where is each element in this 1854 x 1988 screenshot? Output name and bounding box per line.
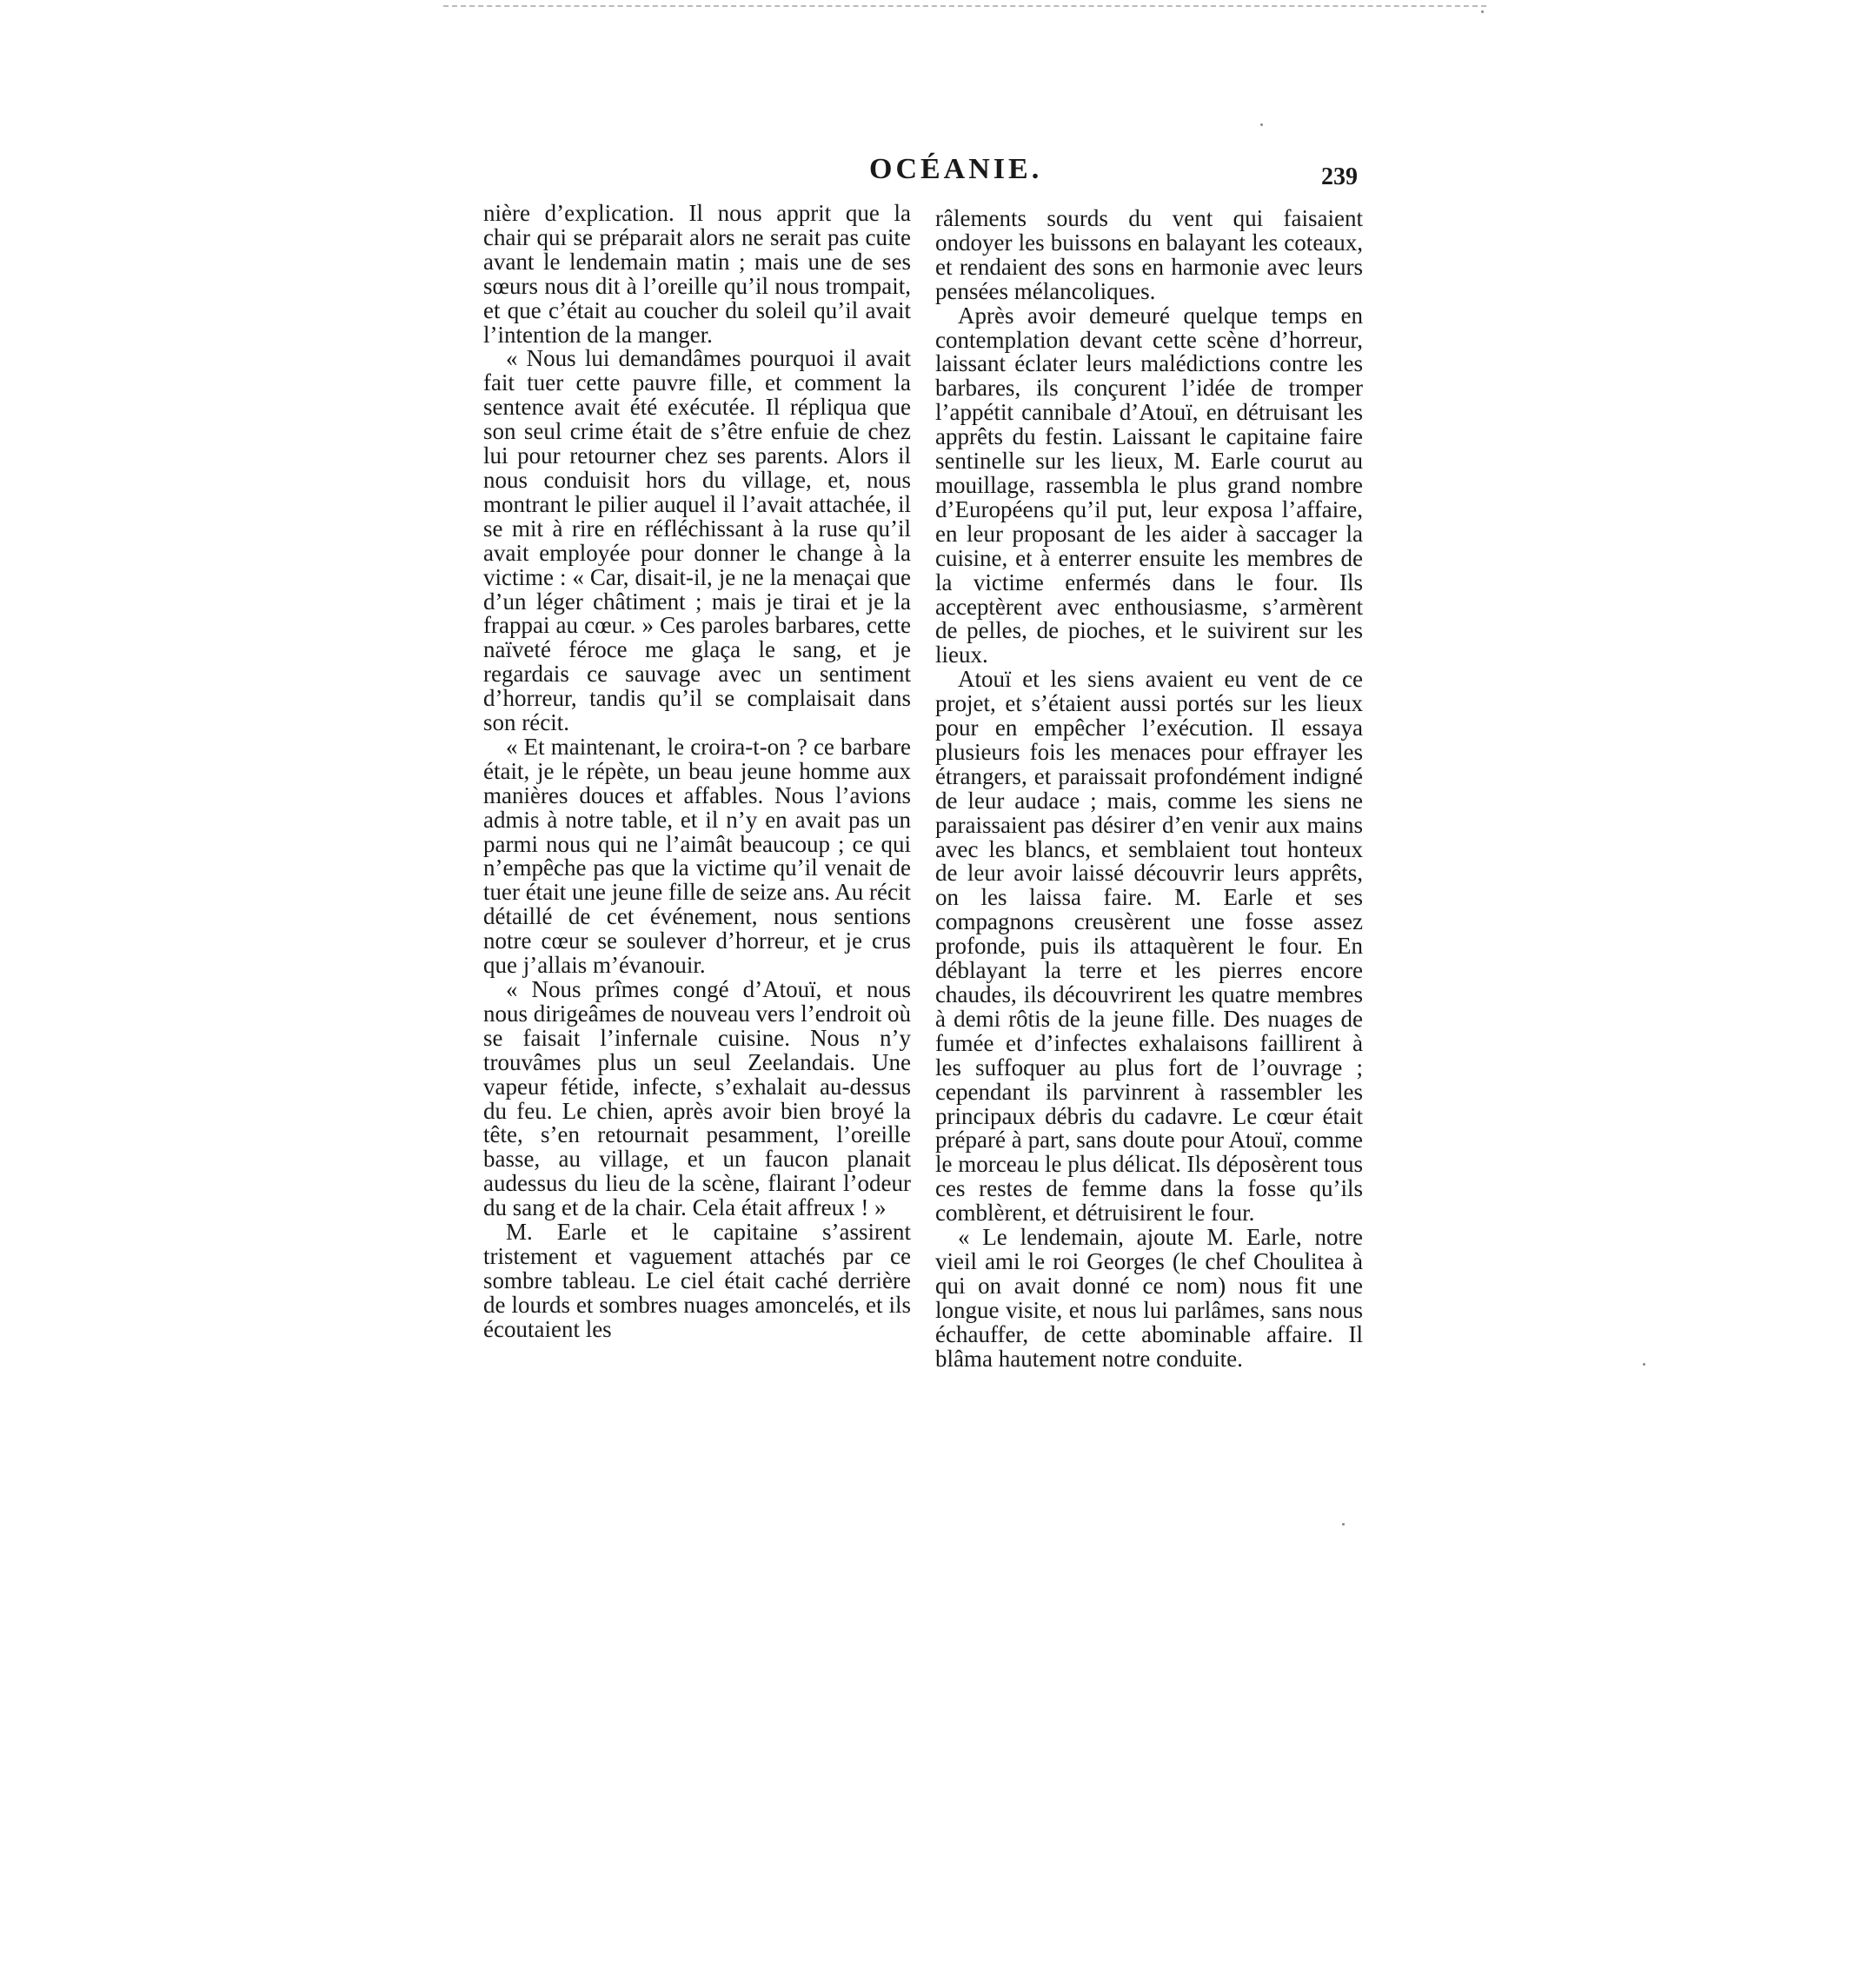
paragraph: « Nous prîmes congé d’Atouï, et nous nous dirigeâmes de nouveau vers l’endroit où se faisait l’infernale cuisine. Nous n’y trouvâmes plus un seul Zeelandais. Une vapeur fétide, infecte, s’exhalait au-dessus du feu. Le chien, après avoir bien broyé la tête, s’en retournait pesamment, l’oreille basse, au village, et un faucon planait audessus du lieu de la scène, flairant l’odeur du sang et de la chair. Cela était affreux ! »: [483, 976, 911, 1221]
scan-speck: [1260, 123, 1263, 126]
paragraph: Après avoir demeuré quelque temps en contemplation devant cette scène d’horreur, laissant éclater leurs malédictions contre les barbares, ils conçurent l’idée de tromper l’appétit cannibale d’Atouï, en détruisant les apprêts du festin. Laissant le capitaine faire sentinelle sur les lieux, M. Earle courut au mouillage, rassembla le plus grand nombre d’Européens qu’il put, leur exposa l’affaire, en leur proposant de les aider à saccager la cuisine, et à enterrer ensuite les membres de la victime enfermés dans le four. Ils acceptèrent avec enthousiasme, s’armèrent de pelles, de pioches, et le suivirent sur les lieux.: [935, 302, 1363, 668]
scan-speck: [1342, 1523, 1345, 1526]
scan-edge-artifact: [443, 5, 1486, 7]
paragraph: « Nous lui demandâmes pourquoi il avait fait tuer cette pauvre fille, et comment la sentence avait été exécutée. Il répliqua que son seul crime était de s’être enfuie de chez lui pour retourner chez ses parents. Alors il nous conduisit hors du village, et, nous montrant le pilier auquel il l’avait attachée, il se mit à rire en réfléchissant à la ruse qu’il avait employée pour donner le change à la victime : « Car, disait-il, je ne la menaçai que d’un léger châtiment ; mais je tirai et je la frappai au cœur. » Ces paroles barbares, cette naïveté féroce me glaça le sang, et je regardais ce sauvage avec un sentiment d’horreur, tandis qu’il se complaisait dans son récit.: [483, 345, 911, 736]
paragraph: nière d’explication. Il nous apprit que la chair qui se préparait alors ne serait pas cuite avant le lendemain matin ; mais une de ses sœurs nous dit à l’oreille qu’il nous trompait, et que c’était au coucher du soleil qu’il avait l’intention de la manger.: [483, 200, 911, 348]
left-text-column: [483, 202, 911, 1342]
scan-speck: [1481, 10, 1484, 13]
paragraph: « Et maintenant, le croira-t-on ? ce barbare était, je le répète, un beau jeune homme aux manières douces et affables. Nous l’avions admis à notre table, et il n’y en avait pas un parmi nous qui ne l’aimât beaucoup ; ce qui n’empêche pas que la victime qu’il venait de tuer était une jeune fille de seize ans. Au récit détaillé de cet événement, nous sentions notre cœur se soulever d’horreur, et je crus que j’allais m’évanouir.: [483, 733, 911, 979]
paragraph: râlements sourds du vent qui faisaient ondoyer les buissons en balayant les coteaux, et rendaient des sons en harmonie avec leurs pensées mélancoliques.: [935, 205, 1363, 304]
paragraph: « Le lendemain, ajoute M. Earle, notre vieil ami le roi Georges (le chef Choulitea à qui on avait donné ce nom) nous fit une longue visite, et nous lui parlâmes, sans nous échauffer, de cette abominable affaire. Il blâma hautement notre conduite.: [935, 1224, 1363, 1372]
paragraph: M. Earle et le capitaine s’assirent tristement et vaguement attachés par ce sombre tableau. Le ciel était caché derrière de lourds et sombres nuages amoncelés, et ils écoutaient les: [483, 1219, 911, 1342]
paragraph: Atouï et les siens avaient eu vent de ce projet, et s’étaient aussi portés sur les lieux pour en empêcher l’exécution. Il essaya plusieurs fois les menaces pour effrayer les étrangers, et paraissait profondément indigné de leur audace ; mais, comme les siens ne paraissaient pas désirer d’en venir aux mains avec les blancs, et semblaient tout honteux de leur avoir laissé découvrir leurs apprêts, on les laissa faire. M. Earle et ses compagnons creusèrent une fosse assez profonde, puis ils attaquèrent le four. En déblayant la terre et les pierres encore chaudes, ils découvrirent les quatre membres à demi rôtis de la jeune fille. Des nuages de fumée et d’infectes exhalaisons faillirent à les suffoquer au plus fort de l’ouvrage ; cependant ils parvinrent à rassembler les principaux débris du cadavre. Le cœur était préparé à part, sans doute pour Atouï, comme le morceau le plus délicat. Ils déposèrent tous ces restes de femme dans la fosse qu’ils comblèrent, et détruisirent le four.: [935, 666, 1363, 1227]
scan-speck: [1643, 1363, 1645, 1366]
running-header: OCÉANIE.: [869, 153, 1043, 185]
page-number: 239: [1321, 163, 1358, 190]
right-text-column: [935, 207, 1363, 1372]
